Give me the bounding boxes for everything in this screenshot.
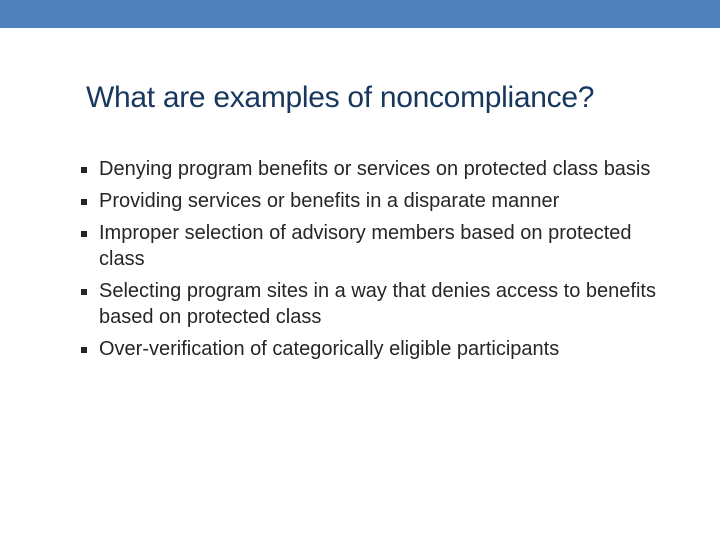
square-bullet-icon	[81, 167, 87, 173]
top-accent-bar	[0, 0, 720, 28]
square-bullet-icon	[81, 231, 87, 237]
slide-title: What are examples of noncompliance?	[86, 81, 595, 114]
bullet-item	[78, 188, 678, 214]
bullet-item	[78, 336, 678, 362]
square-bullet-icon	[81, 289, 87, 295]
bullet-text: Providing services or benefits in a disparate manner	[99, 190, 560, 212]
bullet-list	[78, 156, 678, 368]
bullet-text: Over-verification of categorically eligible participants	[99, 338, 560, 360]
square-bullet-icon	[81, 347, 87, 353]
bullet-item	[78, 220, 678, 272]
bullet-text: Improper selection of advisory members based on protected class	[99, 222, 632, 270]
bullet-text: Denying program benefits or services on protected class basis	[99, 158, 651, 180]
bullet-item	[78, 156, 678, 182]
bullet-text: Selecting program sites in a way that denies access to benefits based on protected class	[99, 280, 656, 328]
bullet-item	[78, 278, 678, 330]
square-bullet-icon	[81, 199, 87, 205]
